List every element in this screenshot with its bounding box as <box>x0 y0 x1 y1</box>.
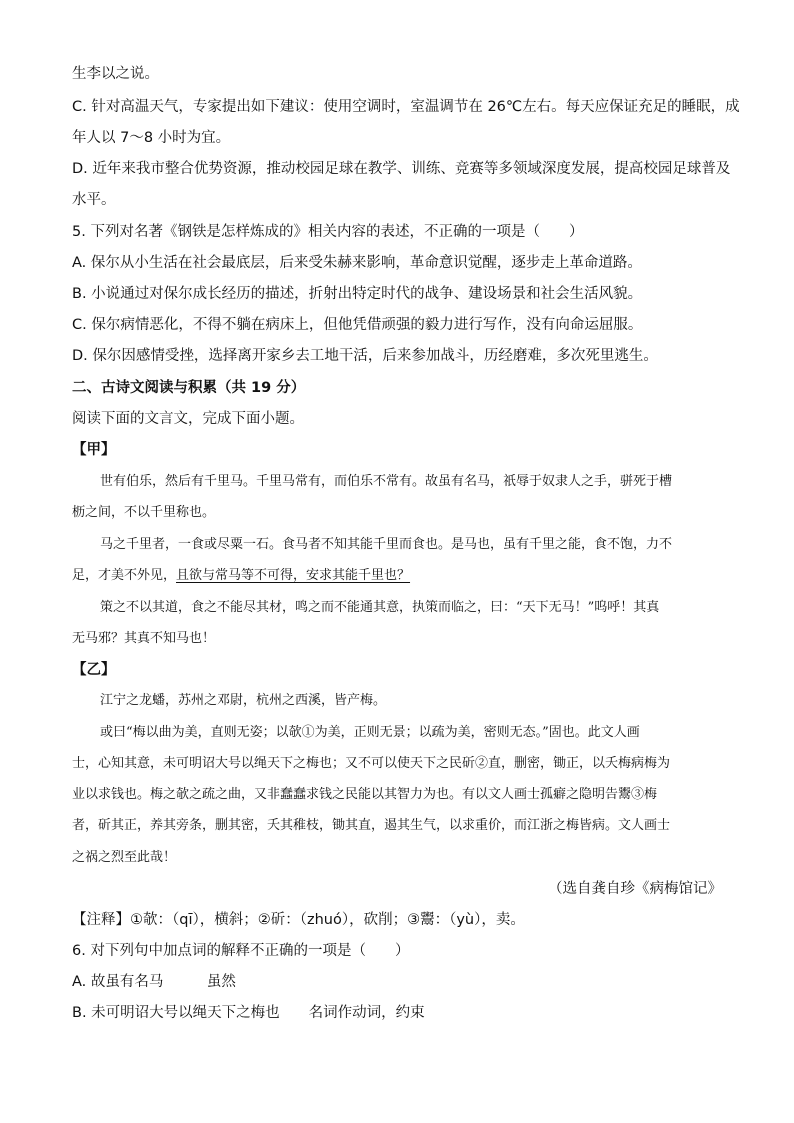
section-intro: 阅读下面的文言文，完成下面小题。 <box>72 411 304 427</box>
passage-yi-label: 【乙】 <box>72 662 116 678</box>
annotation-notes: 【注释】①欹：（qī），横斜；②斫：（zhuó），砍削；③鬻：（yù），卖。 <box>72 912 525 928</box>
passage-jia-label: 【甲】 <box>72 442 116 458</box>
q4-option-d-line1: D. 近年来我市整合优势资源，推动校园足球在教学、训练、竞赛等多领域深度发展，提高校园足球普及 <box>72 161 731 177</box>
jia-p3-line1: 策之不以其道，食之不能尽其材，鸣之而不能通其意，执策而临之，曰：“天下无马！”呜呼！其真 <box>100 600 660 615</box>
q6-option-a: A. 故虽有名马 虽然 <box>72 974 236 990</box>
q6-option-b: B. 未可明诏大号以绳天下之梅也 名词作动词，约束 <box>72 1005 425 1021</box>
section-heading: 二、古诗文阅读与积累（共 19 分） <box>72 380 306 396</box>
yi-p1: 江宁之龙蟠，苏州之邓尉，杭州之西溪，皆产梅。 <box>100 693 387 708</box>
jia-p1-line1: 世有伯乐，然后有千里马。千里马常有，而伯乐不常有。故虽有名马，祇辱于奴隶人之手，骈死于槽 <box>100 474 673 489</box>
jia-underlined-sentence: 且欲与常马等不可得，安求其能千里也？ <box>176 568 411 583</box>
yi-p2-line2: 士，心知其意，未可明诏大号以绳天下之梅也；又不可以使天下之民斫②直，删密，锄正，以夭梅病梅为 <box>72 756 671 771</box>
q4-option-b-tail: 生李以之说。 <box>72 66 159 82</box>
jia-p1-line2: 枥之间，不以千里称也。 <box>72 505 216 520</box>
q6-stem: 6. 对下列句中加点词的解释不正确的一项是（ ） <box>72 943 410 959</box>
yi-p2-line1: 或曰“梅以曲为美，直则无姿；以欹①为美，正则无景；以疏为美，密则无态。”固也。此文人画 <box>100 725 640 740</box>
q5-option-b: B. 小说通过对保尔成长经历的描述，折射出特定时代的战争、建设场景和社会生活风貌。 <box>72 286 643 302</box>
jia-p2-line2-plain: 足，才美不外见， <box>72 568 177 583</box>
yi-source: （选自龚自珍《病梅馆记》 <box>548 881 722 897</box>
q4-option-d-line2: 水平。 <box>72 192 116 208</box>
q5-stem: 5. 下列对名著《钢铁是怎样炼成的》相关内容的表述，不正确的一项是（ ） <box>72 224 584 240</box>
yi-p2-line3: 业以求钱也。梅之欹之疏之曲，又非蠢蠢求钱之民能以其智力为也。有以文人画士孤癖之隐明告鬻③梅 <box>72 787 658 802</box>
q5-option-d: D. 保尔因感情受挫，选择离开家乡去工地干活，后来参加战斗，历经磨难，多次死里逃生。 <box>72 348 658 364</box>
q5-option-c: C. 保尔病情恶化，不得不躺在病床上，但他凭借顽强的毅力进行写作，没有向命运屈服。 <box>72 317 643 333</box>
q5-option-a: A. 保尔从小生活在社会最底层，后来受朱赫来影响，革命意识觉醒，逐步走上革命道路。 <box>72 255 642 271</box>
jia-p2-line1: 马之千里者，一食或尽粟一石。食马者不知其能千里而食也。是马也，虽有千里之能，食不饱，力不 <box>100 537 673 552</box>
jia-p3-line2: 无马邪？其真不知马也！ <box>72 631 216 646</box>
yi-p2-line5: 之祸之烈至此哉！ <box>72 850 177 865</box>
jia-p2-line2 <box>72 566 722 586</box>
q4-option-c-line1: C. 针对高温天气，专家提出如下建议：使用空调时，室温调节在 26℃左右。每天应保证充足的睡眠，成 <box>72 99 740 115</box>
q4-option-c-line2: 年人以 7～8 小时为宜。 <box>72 130 231 146</box>
yi-p2-line4: 者，斫其正，养其旁条，删其密，夭其稚枝，锄其直，遏其生气，以求重价，而江浙之梅皆病。文人画士 <box>72 818 671 833</box>
